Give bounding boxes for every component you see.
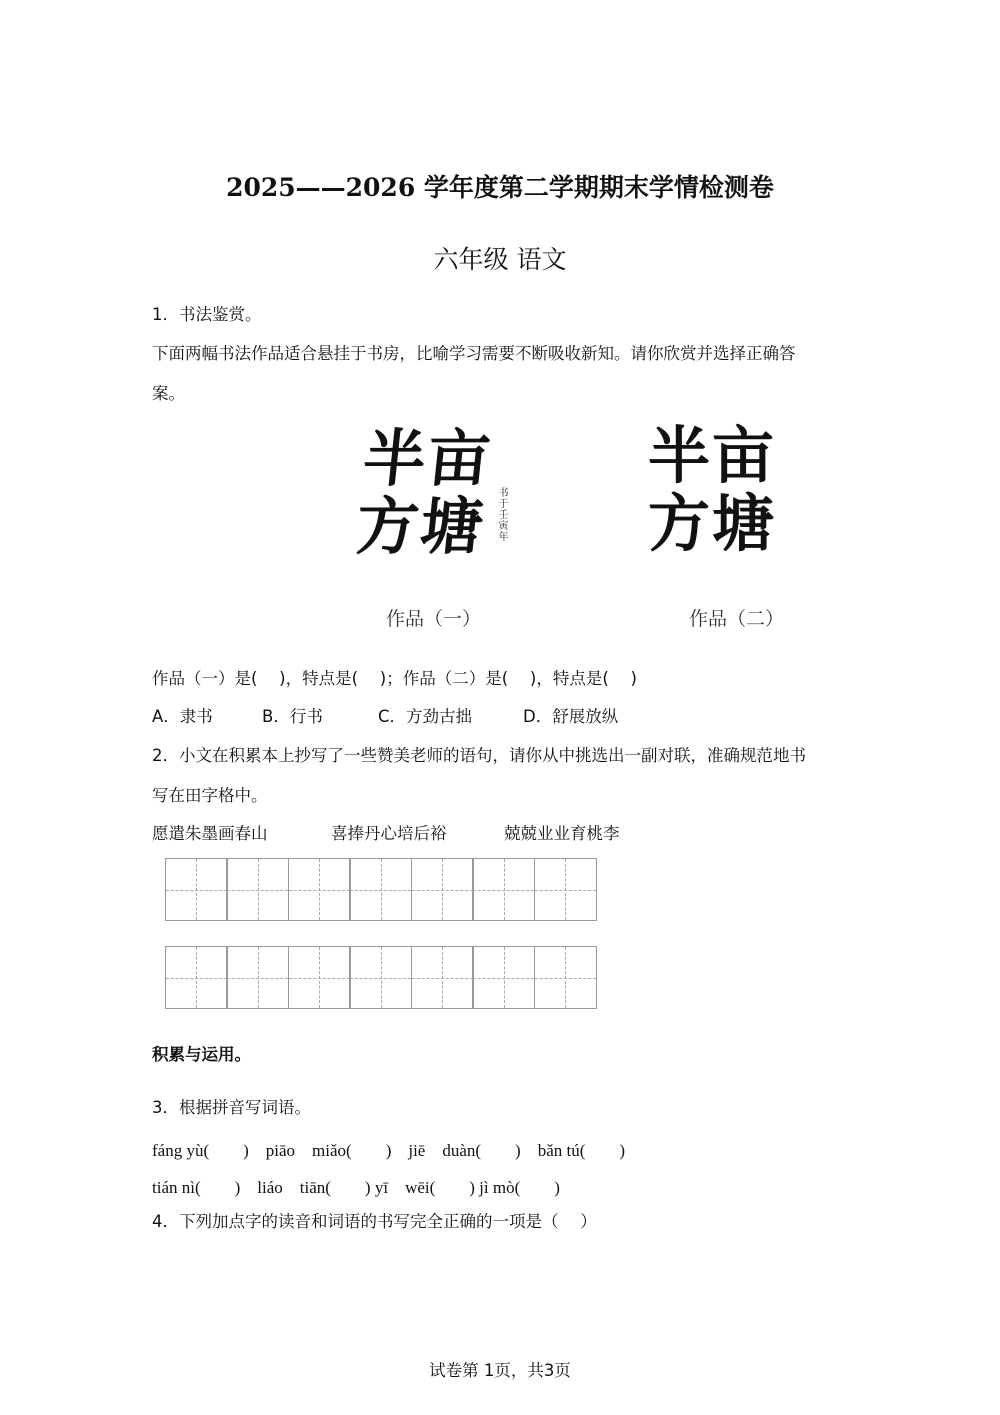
page-footer: 试卷第 1页，共3页 <box>429 1361 571 1380</box>
artwork2-line1: 半亩 <box>648 419 777 492</box>
artwork1-seal-inscription: 书于壬寅年 <box>496 487 507 542</box>
artwork2-line2: 方塘 <box>648 487 777 560</box>
q2-phrase-1: 愿遣朱墨画春山 <box>152 824 268 843</box>
artwork1-line2: 方塘 <box>352 490 489 563</box>
q3-pinyin-line1: fáng yù( ) piāo miǎo( ) jiē duàn( ) bǎn tú( ) <box>152 1141 626 1160</box>
exam-title: 2025——2026 学年度第二学期期末学情检测卷 <box>226 173 774 202</box>
tianzige-grid-row-1[interactable] <box>166 858 597 921</box>
artwork1-line1: 半亩 <box>359 422 496 495</box>
tianzige-cell[interactable] <box>349 946 412 1009</box>
tianzige-cell[interactable] <box>349 858 412 921</box>
q4-heading: 4．下列加点字的读音和词语的书写完全正确的一项是（ ） <box>152 1212 597 1231</box>
q2-line1: 2．小文在积累本上抄写了一些赞美老师的语句，请你从中挑选出一副对联，准确规范地书 <box>152 746 806 765</box>
artwork2-caption: 作品（二） <box>689 608 785 630</box>
tianzige-cell[interactable] <box>165 858 228 921</box>
tianzige-cell[interactable] <box>411 946 474 1009</box>
q1-body-line1: 下面两幅书法作品适合悬挂于书房，比喻学习需要不断吸收新知。请你欣赏并选择正确答 <box>152 344 796 363</box>
tianzige-cell[interactable] <box>534 858 597 921</box>
tianzige-cell[interactable] <box>288 946 351 1009</box>
tianzige-cell[interactable] <box>472 858 535 921</box>
tianzige-cell[interactable] <box>534 946 597 1009</box>
q3-heading: 3．根据拼音写词语。 <box>152 1098 311 1117</box>
q1-option-c: C．方劲古拙 <box>378 707 473 726</box>
q1-option-d: D．舒展放纵 <box>523 707 619 726</box>
tianzige-cell[interactable] <box>472 946 535 1009</box>
section-heading: 积累与运用。 <box>152 1045 251 1064</box>
artwork1-caption: 作品（一） <box>386 608 482 630</box>
q2-phrase-2: 喜捧丹心培后裕 <box>331 824 447 843</box>
q1-heading: 1．书法鉴赏。 <box>152 305 262 324</box>
q2-line2: 写在田字格中。 <box>152 786 268 805</box>
calligraphy-artwork-2 <box>648 419 777 560</box>
tianzige-cell[interactable] <box>226 946 289 1009</box>
tianzige-cell[interactable] <box>411 858 474 921</box>
tianzige-grid-row-2[interactable] <box>166 946 597 1009</box>
calligraphy-artwork-1 <box>352 422 496 563</box>
tianzige-cell[interactable] <box>165 946 228 1009</box>
q2-phrase-3: 兢兢业业育桃李 <box>504 824 620 843</box>
exam-subtitle: 六年级 语文 <box>433 245 567 274</box>
q1-body-line2: 案。 <box>152 384 185 403</box>
tianzige-cell[interactable] <box>288 858 351 921</box>
q1-option-a: A．隶书 <box>152 707 213 726</box>
q1-question: 作品（一）是( )，特点是( )；作品（二）是( )，特点是( ) <box>152 669 637 688</box>
q1-option-b: B．行书 <box>262 707 323 726</box>
q3-pinyin-line2: tián nì( ) liáo tiān( ) yī wēi( ) jì mò( ) <box>152 1178 560 1197</box>
tianzige-cell[interactable] <box>226 858 289 921</box>
